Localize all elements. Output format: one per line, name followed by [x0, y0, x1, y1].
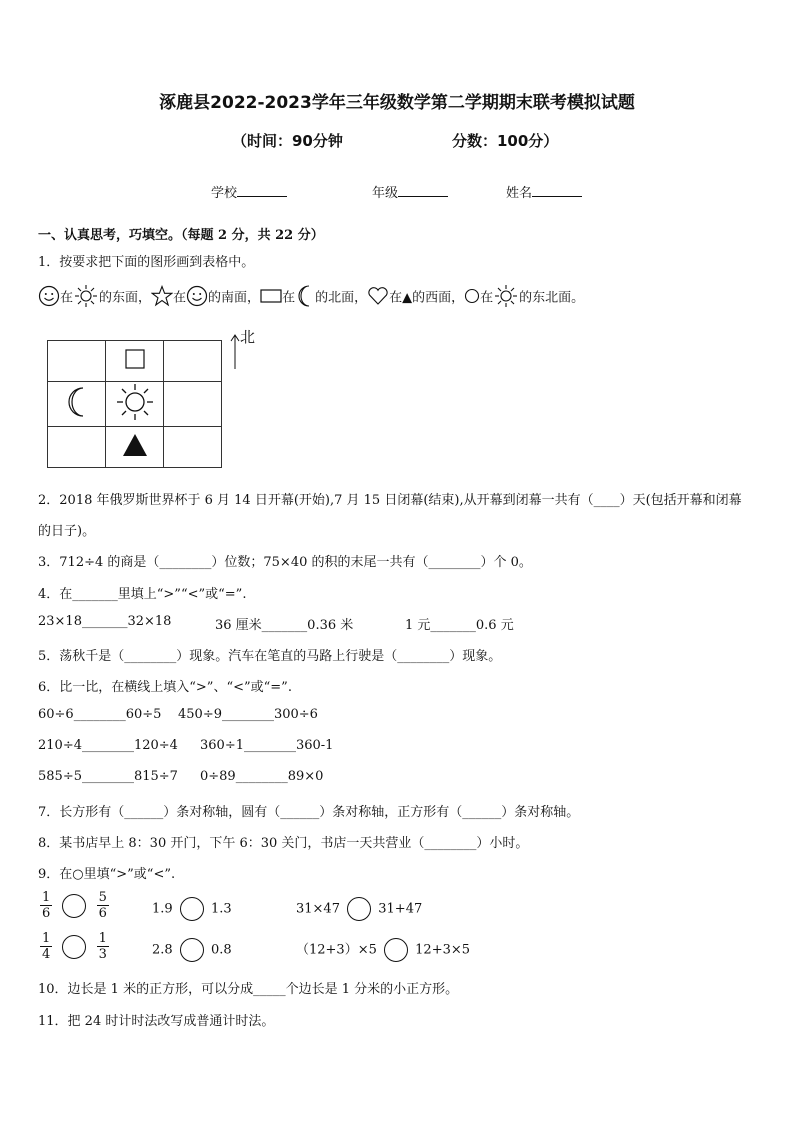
- north-label: 北: [240, 328, 256, 346]
- grade-field: 年级: [372, 182, 448, 201]
- exam-time: （时间：90分钟: [232, 132, 343, 150]
- grid-cell[interactable]: [164, 382, 222, 427]
- grid-cell[interactable]: [48, 382, 106, 427]
- smiley-icon: [186, 285, 208, 311]
- question-9-compare-decimal-2: 2.8 0.8: [152, 938, 232, 962]
- section-heading: 一、认真思考，巧填空。（每题 2 分，共 22 分）: [38, 228, 324, 243]
- answer-circle[interactable]: [62, 894, 86, 918]
- exam-score: 分数：100分）: [452, 132, 559, 150]
- sun-icon: [73, 284, 99, 312]
- question-9-fraction-compare-2: [40, 931, 109, 962]
- grade-blank[interactable]: [398, 184, 448, 197]
- question-6-item: 585÷5________815÷7: [38, 769, 178, 784]
- question-6-item: 210÷4________120÷4: [38, 738, 178, 753]
- question-1-shapes-line: 在 的东面， 在 的南面， 在 的北面， 在▲的西面， 在 的东北面。: [38, 284, 584, 312]
- question-9-compare-expr-2: （12+3）×5 12+3×5: [296, 938, 470, 962]
- school-blank[interactable]: [237, 184, 287, 197]
- question-6-prompt: 6．比一比，在横线上填入“>”、“<”或“=”.: [38, 680, 292, 695]
- page-title: 涿鹿县2022-2023学年三年级数学第二学期期末联考模拟试题: [159, 93, 635, 113]
- question-9-compare-expr-1: 31×47 31+47: [296, 897, 422, 921]
- question-3: 3．712÷4 的商是（________）位数；75×40 的积的末尾一共有（________）个 0。: [38, 555, 532, 570]
- grid-cell[interactable]: [106, 382, 164, 427]
- circle-icon: [464, 288, 480, 308]
- question-7: 7．长方形有（______）条对称轴，圆有（______）条对称轴，正方形有（______）条对称轴。: [38, 805, 580, 820]
- grid-cell[interactable]: [164, 341, 222, 382]
- fraction: $\frac{5}{6}$: [98, 890, 107, 921]
- answer-circle[interactable]: [347, 897, 371, 921]
- triangle-icon: [121, 432, 149, 462]
- star-icon: [151, 285, 173, 311]
- question-10: 10．边长是 1 米的正方形，可以分成_____个边长是 1 分米的小正方形。: [38, 982, 459, 997]
- question-8: 8．某书店早上 8：30 开门，下午 6：30 关门，书店一天共营业（________）小时。: [38, 836, 529, 851]
- fraction: $\frac{1}{6}$: [42, 890, 51, 921]
- answer-circle[interactable]: [62, 935, 86, 959]
- grid-cell[interactable]: [48, 427, 106, 468]
- question-5: 5．荡秋千是（________）现象。汽车在笔直的马路上行驶是（________）现象。: [38, 649, 502, 664]
- question-6-item: 450÷9________300÷6: [178, 707, 318, 722]
- sun-icon: [493, 284, 519, 312]
- fraction: $\frac{1}{3}$: [98, 931, 107, 962]
- grid-cell[interactable]: [164, 427, 222, 468]
- moon-icon: [63, 385, 91, 423]
- question-4-prompt: 4．在_______里填上“>”“<”或“=”.: [38, 587, 247, 602]
- square-icon: [124, 348, 146, 374]
- school-field: 学校: [211, 182, 287, 201]
- question-4-item-b: 36 厘米_______0.36 米: [215, 618, 354, 633]
- question-2-line-2: 的日子)。: [38, 524, 96, 539]
- question-6-item: 360÷1________360-1: [200, 738, 334, 753]
- fraction: $\frac{1}{4}$: [42, 931, 51, 962]
- question-6-item: 0÷89________89×0: [200, 769, 324, 784]
- question-6-item: 60÷6________60÷5: [38, 707, 162, 722]
- name-field: 姓名: [506, 182, 582, 201]
- answer-circle[interactable]: [384, 938, 408, 962]
- sun-icon: [115, 382, 155, 426]
- question-4-item-c: 1 元_______0.6 元: [405, 618, 514, 633]
- moon-icon: [295, 284, 315, 312]
- position-grid: [47, 340, 222, 468]
- answer-circle[interactable]: [180, 938, 204, 962]
- grid-cell[interactable]: [48, 341, 106, 382]
- name-blank[interactable]: [532, 184, 582, 197]
- grid-cell[interactable]: [106, 341, 164, 382]
- question-11: 11．把 24 时计时法改写成普通计时法。: [38, 1014, 275, 1029]
- heart-icon: [367, 286, 389, 310]
- question-4-item-a: 23×18_______32×18: [38, 614, 172, 629]
- question-2-line-1: 2．2018 年俄罗斯世界杯于 6 月 14 日开幕(开始),7 月 15 日闭幕(结束),从开幕到闭幕一共有（____）天(包括开幕和闭幕: [38, 493, 742, 508]
- grid-cell[interactable]: [106, 427, 164, 468]
- answer-circle[interactable]: [180, 897, 204, 921]
- question-9-fraction-compare-1: [40, 890, 109, 921]
- question-1-prompt: 1．按要求把下面的图形画到表格中。: [38, 255, 255, 270]
- question-9-compare-decimal-1: 1.9 1.3: [152, 897, 232, 921]
- rectangle-icon: [260, 289, 282, 307]
- question-9-prompt: 9．在○里填“>”或“<”.: [38, 867, 176, 882]
- smiley-icon: [38, 285, 60, 311]
